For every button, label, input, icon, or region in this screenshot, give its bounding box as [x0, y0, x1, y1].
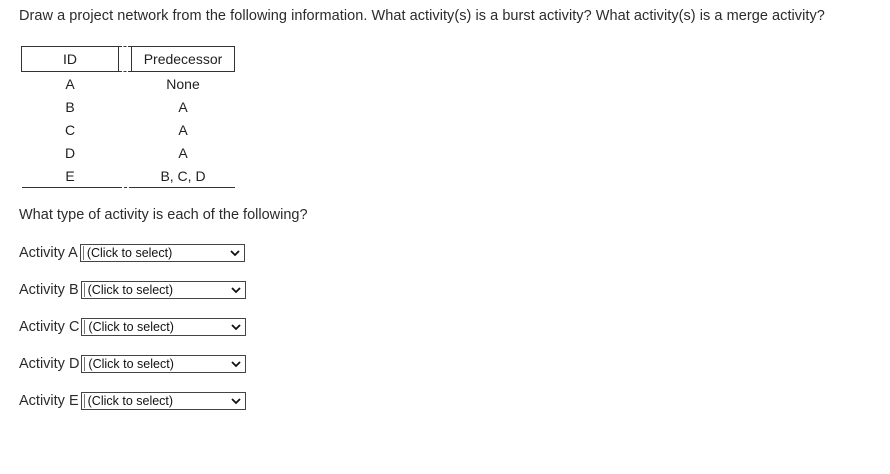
activity-label: Activity A — [19, 245, 78, 261]
select-value: (Click to select) — [84, 394, 245, 408]
cell-predecessor: A — [178, 98, 188, 115]
table-row — [22, 118, 235, 141]
activity-row-c — [19, 317, 246, 337]
select-value: (Click to select) — [84, 320, 245, 334]
chevron-down-icon — [231, 286, 241, 294]
predecessor-table — [21, 46, 235, 188]
header-predecessor: Predecessor — [132, 47, 235, 72]
activity-label: Activity C — [19, 319, 80, 335]
activity-row-e — [19, 391, 246, 411]
question-text: What type of activity is each of the following? — [19, 207, 308, 223]
header-id: ID — [22, 47, 119, 72]
activity-d-select[interactable] — [81, 355, 246, 373]
activity-row-b — [19, 280, 246, 300]
table-row — [22, 72, 235, 96]
activity-b-select[interactable] — [81, 281, 246, 299]
cell-id: D — [64, 144, 76, 161]
table-header-row — [22, 47, 235, 72]
activity-row-d — [19, 354, 246, 374]
chevron-down-icon — [230, 249, 240, 257]
cell-predecessor: None — [166, 75, 200, 92]
cell-id: A — [65, 75, 75, 92]
activity-e-select[interactable] — [81, 392, 246, 410]
cell-id: B — [65, 98, 75, 115]
chevron-down-icon — [231, 397, 241, 405]
cell-predecessor: B, C, D — [132, 164, 235, 188]
chevron-down-icon — [231, 323, 241, 331]
table-row — [22, 95, 235, 118]
activity-label: Activity D — [19, 356, 80, 372]
table-row — [22, 164, 235, 188]
cell-predecessor: A — [178, 121, 188, 138]
cell-predecessor: A — [178, 144, 188, 161]
activity-label: Activity E — [19, 393, 79, 409]
prompt-text: Draw a project network from the following information. What activity(s) is a burst activity? What activity(s) is a merge activity? — [19, 8, 825, 24]
cell-id: E — [22, 164, 119, 188]
select-value: (Click to select) — [83, 246, 244, 260]
cell-id: C — [64, 121, 76, 138]
select-value: (Click to select) — [84, 357, 245, 371]
select-value: (Click to select) — [84, 283, 245, 297]
header-gap — [119, 47, 132, 72]
chevron-down-icon — [231, 360, 241, 368]
activity-row-a — [19, 243, 245, 263]
activity-a-select[interactable] — [80, 244, 245, 262]
activity-label: Activity B — [19, 282, 79, 298]
table-row — [22, 141, 235, 164]
activity-c-select[interactable] — [81, 318, 246, 336]
